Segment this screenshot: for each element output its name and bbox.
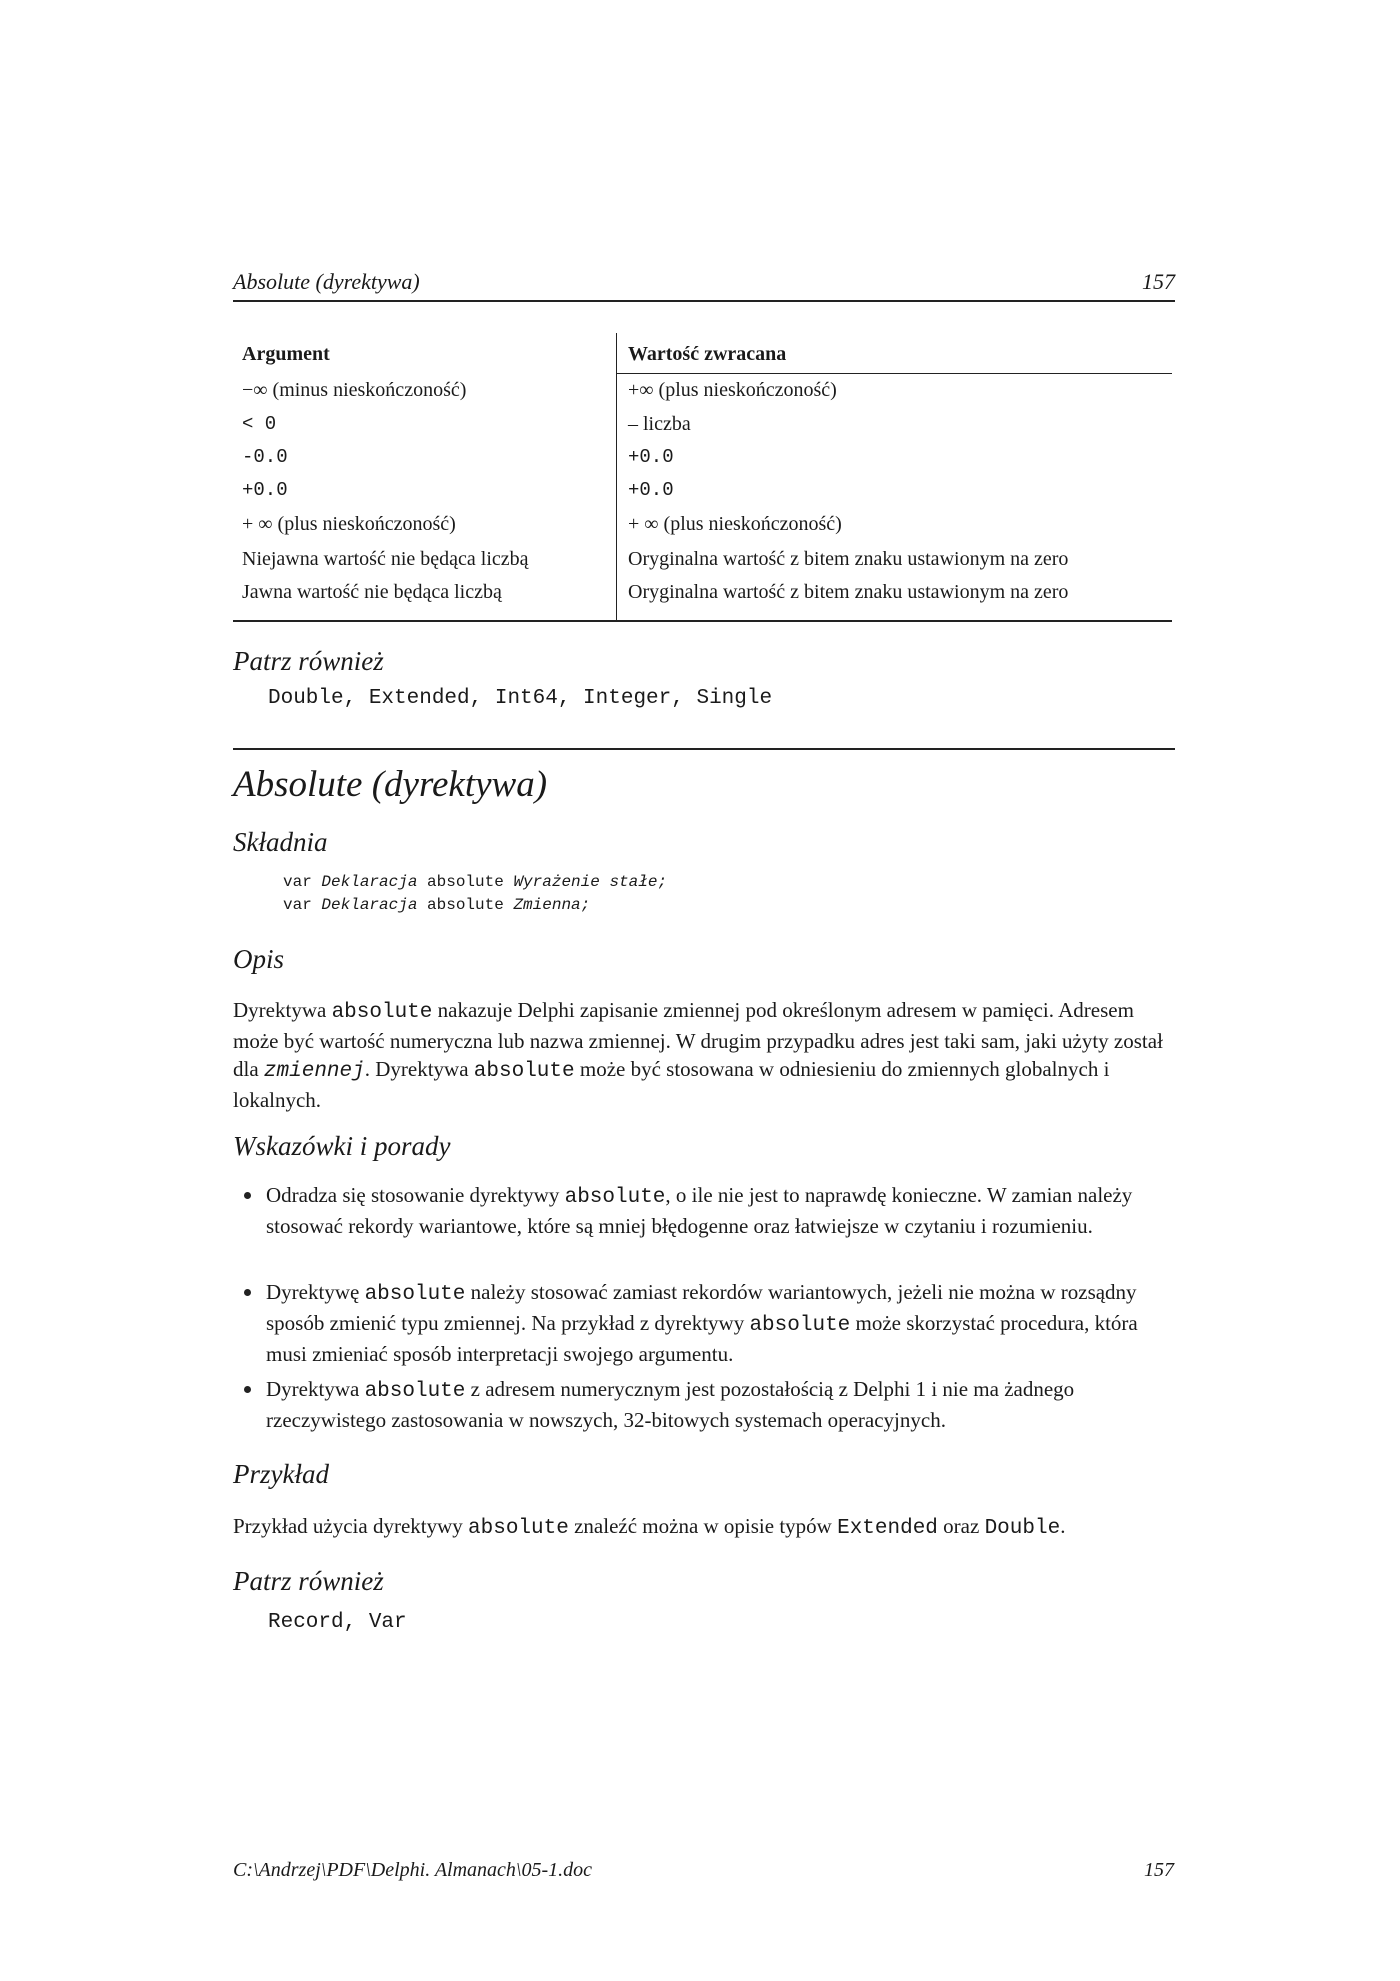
syntax-keyword: absolute — [417, 873, 514, 891]
syntax-placeholder: Wyrażenie stałe; — [513, 873, 668, 891]
inline-code: absolute — [364, 1380, 466, 1403]
example-heading: Przykład — [233, 1459, 329, 1489]
inline-code: Double — [984, 1517, 1061, 1540]
inline-code: absolute — [749, 1314, 851, 1337]
syntax-line — [283, 896, 590, 914]
footer-page-number: 157 — [1144, 1859, 1174, 1881]
text-run: znaleźć można w opisie typów — [568, 1514, 838, 1538]
table-cell-argument: Niejawna wartość nie będąca liczbą — [242, 548, 529, 570]
inline-code: absolute — [468, 1517, 569, 1540]
table-cell-return-value: +0.0 — [628, 479, 674, 501]
table-header-rule — [616, 373, 1172, 374]
table-cell-return-value: + ∞ (plus nieskończoność) — [628, 513, 842, 535]
section-title: Absolute (dyrektywa) — [233, 764, 548, 805]
tip-text — [266, 1181, 1156, 1240]
running-header-page-number: 157 — [1142, 269, 1175, 294]
inline-code: absolute — [331, 1001, 433, 1024]
text-run: Odradza się stosowanie dyrektywy — [266, 1183, 565, 1207]
inline-code: absolute — [564, 1186, 666, 1209]
table-cell-argument: < 0 — [242, 413, 277, 435]
see-also-list: Double, Extended, Int64, Integer, Single — [268, 687, 773, 710]
text-run: Przykład użycia dyrektywy — [233, 1514, 469, 1538]
text-run: Dyrektywę — [266, 1280, 365, 1304]
inline-code: zmiennej — [263, 1060, 365, 1083]
tips-heading: Wskazówki i porady — [233, 1131, 451, 1161]
syntax-placeholder: Deklaracja — [321, 873, 418, 891]
see-also-heading-2: Patrz również — [233, 1566, 384, 1596]
text-run: należy stosować zamiast rekordów wariantowych, jeżeli nie można w rozsądny sposób zmienić typu zmiennej. Na przykład z dyrektywy — [266, 1280, 1137, 1335]
example-paragraph — [233, 1512, 1173, 1543]
bullet-icon — [244, 1386, 251, 1393]
syntax-heading: Składnia — [233, 827, 328, 857]
inline-code: absolute — [364, 1283, 466, 1306]
argument-table — [233, 333, 1172, 621]
text-run: Dyrektywa — [266, 1377, 365, 1401]
table-header-argument: Argument — [242, 343, 330, 365]
table-cell-argument: −∞ (minus nieskończoność) — [242, 379, 467, 401]
table-cell-return-value: +∞ (plus nieskończoność) — [628, 379, 837, 401]
table-cell-return-value: – liczba — [628, 413, 691, 435]
syntax-placeholder: Zmienna; — [513, 896, 591, 914]
text-run: oraz — [937, 1514, 985, 1538]
syntax-line — [283, 873, 667, 891]
syntax-keyword: var — [283, 873, 322, 891]
footer-file-path: C:\Andrzej\PDF\Delphi. Almanach\05-1.doc — [233, 1859, 593, 1881]
table-cell-return-value: +0.0 — [628, 446, 674, 468]
text-run: . Dyrektywa — [364, 1057, 474, 1081]
inline-code: Extended — [837, 1517, 938, 1540]
text-run: . — [1060, 1514, 1066, 1538]
text-run: nakazuje Delphi zapisanie zmiennej pod określonym adresem w pamięci. Adresem może być wartość numeryczna lub nazwa zmiennej. W drugim przypadku adres jest taki sam, jaki użyty został dla — [233, 998, 1163, 1081]
description-paragraph — [233, 996, 1173, 1114]
see-also-heading: Patrz również — [233, 646, 384, 676]
table-cell-argument: + ∞ (plus nieskończoność) — [242, 513, 456, 535]
section-divider — [233, 748, 1175, 750]
see-also-list-2: Record, Var — [268, 1611, 407, 1634]
table-header-return-value: Wartość zwracana — [628, 343, 787, 365]
table-cell-argument: -0.0 — [242, 446, 288, 468]
bullet-icon — [244, 1192, 251, 1199]
inline-code: absolute — [473, 1060, 575, 1083]
running-header — [233, 266, 1175, 302]
running-header-title: Absolute (dyrektywa) — [233, 269, 420, 294]
syntax-keyword: var — [283, 896, 322, 914]
table-bottom-rule — [233, 620, 1172, 622]
table-cell-return-value: Oryginalna wartość z bitem znaku ustawionym na zero — [628, 548, 1069, 570]
text-run: z adresem numerycznym jest pozostałością z Delphi 1 i nie ma żadnego rzeczywistego zastosowania w nowszych, 32-bitowych systemach operacyjnych. — [266, 1377, 1075, 1432]
table-cell-return-value: Oryginalna wartość z bitem znaku ustawionym na zero — [628, 581, 1069, 603]
tip-text — [266, 1375, 1156, 1434]
description-heading: Opis — [233, 944, 285, 974]
table-cell-argument: +0.0 — [242, 479, 288, 501]
table-cell-argument: Jawna wartość nie będąca liczbą — [242, 581, 502, 603]
text-run: może skorzystać procedura, która musi zmieniać sposób interpretacji swojego argumentu. — [266, 1311, 1138, 1366]
syntax-placeholder: Deklaracja — [321, 896, 418, 914]
table-column-divider — [616, 333, 617, 621]
bullet-icon — [244, 1289, 251, 1296]
text-run: , o ile nie jest to naprawdę konieczne. W zamian należy stosować rekordy wariantowe, które są mniej błędogenne oraz łatwiejsze w czytaniu i rozumieniu. — [266, 1183, 1133, 1238]
tip-text — [266, 1278, 1156, 1368]
syntax-keyword: absolute — [417, 896, 514, 914]
text-run: Dyrektywa — [233, 998, 332, 1022]
text-run: może być stosowana w odniesieniu do zmiennych globalnych i lokalnych. — [233, 1057, 1110, 1112]
